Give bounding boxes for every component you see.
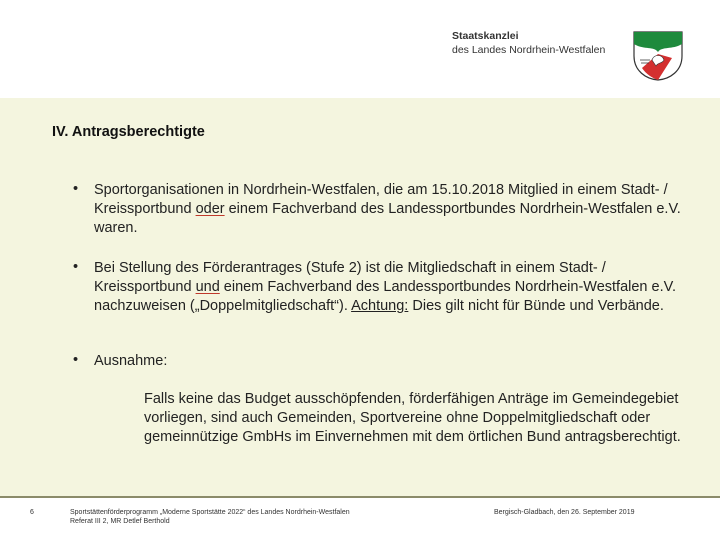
exception-paragraph: Falls keine das Budget ausschöpfenden, förderfähigen Anträge im Gemeindegebiet vorliegen, sind auch Gemeinden, Sportvereine ohne Doppelmitgliedschaft oder gemeinnützige GmbHs im Einvernehmen mit dem örtlichen Bund antragsberechtigt. [144,391,681,445]
slide-title: IV. Antragsberechtigte [52,124,205,140]
page-number: 6 [30,509,34,516]
org-line-1: Staatskanzlei [452,30,519,42]
item2-text-c: Dies gilt nicht für Bünde und Verbände. [408,298,664,314]
list-item-1 [94,181,684,238]
item1-underlined: oder [195,201,225,217]
item2-text-b: einem Fachverband des Landessportbundes Nordrhein-Westfalen e.V. nachzuweisen („Doppelmitgliedschaft“). [94,279,676,314]
item2-text-a: Bei Stellung des Förderantrages (Stufe 2) ist die Mitgliedschaft in einem Stadt- / Kreissportbund [94,260,606,295]
footer-place-date: Bergisch-Gladbach, den 26. September 2019 [494,509,635,516]
header [0,0,720,98]
list-item-2 [94,259,684,316]
footer-program-line-2: Referat III 2, MR Detlef Berthold [70,518,170,525]
footer-program-line-1: Sportstättenförderprogramm „Moderne Sportstätte 2022“ des Landes Nordrhein-Westfalen [70,509,350,516]
bullet-1: • [73,181,79,197]
item2-underlined: und [195,279,220,295]
org-line-2: des Landes Nordrhein-Westfalen [452,44,606,56]
nrw-coat-of-arms-icon [632,30,684,82]
item1-text-a: Sportorganisationen in Nordrhein-Westfalen, die am 15.10.2018 Mitglied in einem Stadt- / Kreissportbund [94,182,668,217]
item2-achtung: Achtung: [351,298,409,314]
list-item-3: Ausnahme: [94,353,168,369]
footer-divider [0,496,720,498]
item1-text-b: einem Fachverband des Landessportbundes Nordrhein-Westfalen e.V. waren. [94,201,681,236]
organization-name [452,29,605,57]
bullet-2: • [73,259,79,275]
bullet-3: • [73,352,79,368]
footer-program [70,508,450,526]
